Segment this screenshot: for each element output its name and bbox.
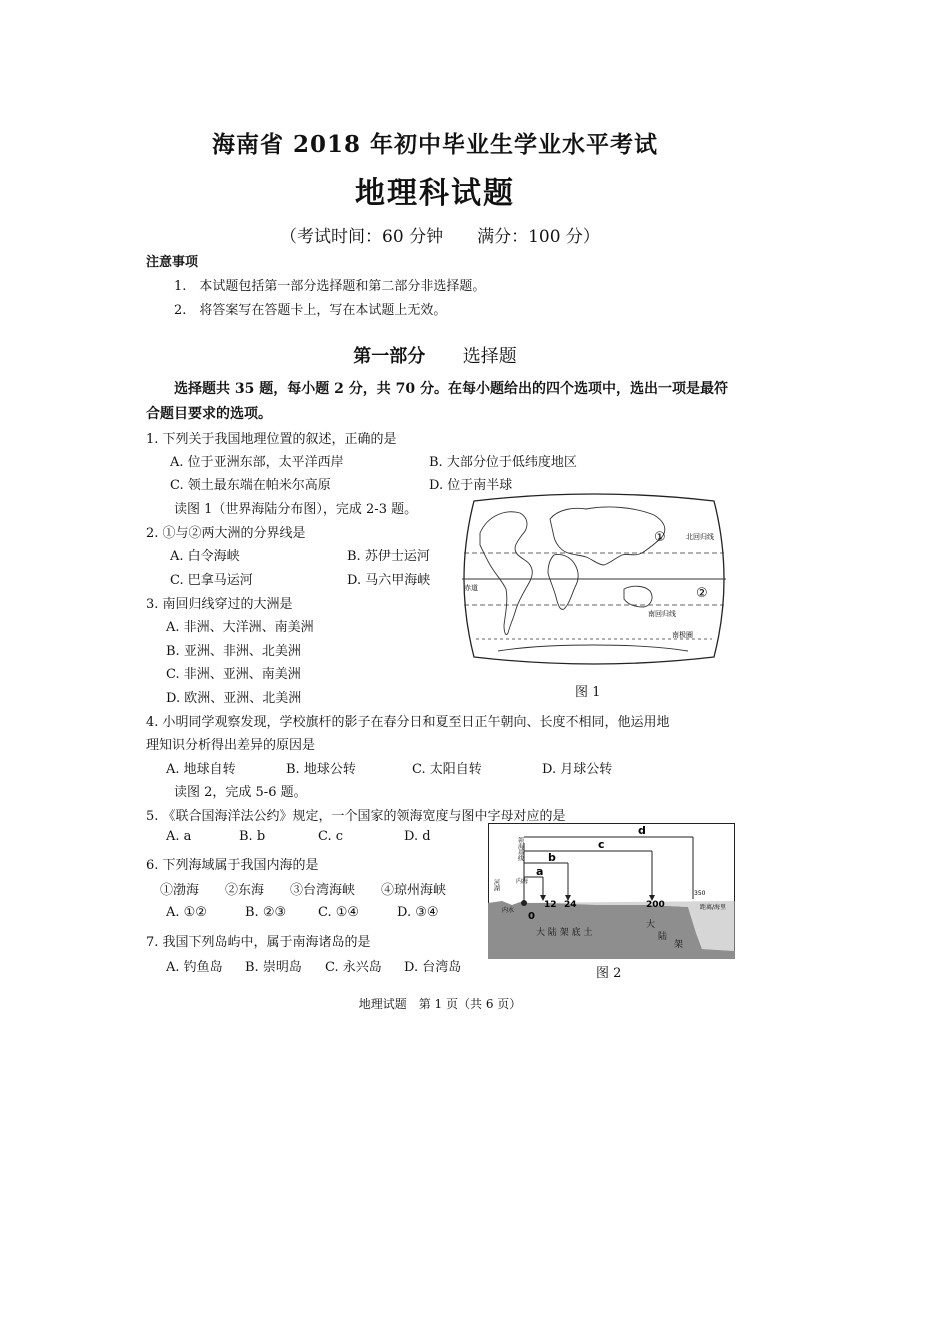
q7-stem: 7. 我国下列岛屿中，属于南海诸岛的是: [146, 935, 371, 950]
q1-option-c: C. 领土最东端在帕米尔高原: [170, 478, 331, 493]
q6-option-b: B. ②③: [245, 905, 287, 920]
label-b: b: [548, 851, 556, 864]
notice-item-2: 2. 将答案写在答题卡上，写在本试题上无效。: [174, 303, 447, 318]
q3-option-a: A. 非洲、大洋洲、南美洲: [166, 620, 314, 635]
exam-title: 海南省 2018 年初中毕业生学业水平考试: [211, 131, 659, 158]
inland-sea-label: 内海: [516, 878, 529, 885]
section-heading: [0, 342, 870, 368]
q7-option-c: C. 永兴岛: [325, 960, 382, 975]
fig2-caption: 图 2: [596, 966, 622, 981]
q3-option-c: C. 非洲、亚洲、南美洲: [166, 667, 301, 682]
page-footer: 地理试题 第 1 页（共 6 页）: [358, 997, 522, 1011]
q6-option-d: D. ③④: [397, 905, 439, 920]
sea-zones-figure: [488, 823, 735, 959]
q5-option-b: B. b: [239, 829, 266, 844]
distance-12: 12: [544, 900, 557, 910]
q4-option-d: D. 月球公转: [542, 762, 613, 777]
slope-char-2: 陆: [658, 932, 668, 942]
distance-0: 0: [528, 911, 535, 922]
continent-marker-1: ①: [654, 530, 666, 545]
intro-line-2: 合题目要求的选项。: [146, 406, 272, 422]
fig1-caption: 图 1: [575, 685, 601, 700]
section-name: 选择题: [462, 346, 517, 367]
q6-option-a: A. ①②: [166, 905, 207, 920]
q3-stem: 3. 南回归线穿过的大洲是: [146, 597, 293, 612]
label-c: c: [598, 838, 605, 851]
q1-stem: 1. 下列关于我国地理位置的叙述，正确的是: [146, 432, 397, 447]
q7-option-b: B. 崇明岛: [245, 960, 302, 975]
q4-option-a: A. 地球自转: [166, 762, 236, 777]
q2-option-c: C. 巴拿马运河: [170, 573, 253, 588]
q1-option-a: A. 位于亚洲东部，太平洋西岸: [170, 455, 344, 470]
q3-option-d: D. 欧洲、亚洲、北美洲: [166, 691, 302, 706]
q2-option-b: B. 苏伊士运河: [347, 549, 430, 564]
distance-24: 24: [564, 900, 577, 910]
distance-unit-label: 距离/海里: [700, 904, 727, 911]
slope-char-3: 架: [674, 940, 684, 950]
distance-350: 350: [694, 890, 706, 897]
q5-option-a: A. a: [166, 829, 192, 844]
q4-line-1: 4. 小明同学观察发现，学校旗杆的影子在春分日和夏至日正午朝向、长度不相同，他运用地: [146, 715, 670, 730]
read-fig2: 读图 2，完成 5-6 题。: [174, 785, 307, 800]
river-label: 河湖: [492, 879, 500, 891]
read-fig1: 读图 1（世界海陆分布图），完成 2-3 题。: [174, 502, 418, 517]
q3-option-b: B. 亚洲、非洲、北美洲: [166, 644, 301, 659]
q5-stem: 5. 《联合国海洋法公约》规定，一个国家的领海宽度与图中字母对应的是: [146, 809, 566, 824]
q5-option-d: D. d: [404, 829, 431, 844]
notice-heading: 注意事项: [146, 255, 199, 270]
intro-line-1: 选择题共 35 题，每小题 2 分，共 70 分。在每小题给出的四个选项中，选出一项是最符: [174, 381, 728, 397]
q2-option-d: D. 马六甲海峡: [347, 573, 431, 588]
shelf-label: 大 陆 架 底 土: [536, 928, 593, 938]
q7-option-a: A. 钓鱼岛: [166, 960, 223, 975]
equator-label: 赤道: [464, 584, 478, 592]
section-part: 第一部分: [353, 346, 426, 367]
notice-item-1: 1. 本试题包括第一部分选择题和第二部分非选择题。: [174, 279, 486, 294]
antarctic-circle-label: 南极圈: [672, 631, 693, 639]
inner-water-label: 内水: [502, 907, 515, 914]
q2-option-a: A. 白令海峡: [170, 549, 240, 564]
label-d: d: [638, 824, 646, 837]
distance-200: 200: [646, 900, 665, 910]
north-tropic-label: 北回归线: [686, 533, 714, 541]
q1-option-d: D. 位于南半球: [429, 478, 513, 493]
baseline-label: 领海基线: [516, 837, 524, 861]
south-tropic-label: 南回归线: [648, 610, 676, 618]
exam-subtitle: 地理科试题: [355, 176, 515, 211]
q4-line-2: 理知识分析得出差异的原因是: [146, 738, 316, 753]
exam-info: （考试时间：60 分钟 满分：100 分）: [280, 227, 600, 247]
continent-marker-2: ②: [696, 586, 708, 601]
slope-char-1: 大: [646, 920, 656, 930]
coast-point: [521, 900, 527, 906]
q4-option-b: B. 地球公转: [286, 762, 356, 777]
q6-option-c: C. ①④: [318, 905, 360, 920]
q1-option-b: B. 大部分位于低纬度地区: [429, 455, 577, 470]
q2-stem: 2. ①与②两大洲的分界线是: [146, 526, 306, 541]
q6-choices: ①渤海 ②东海 ③台湾海峡 ④琼州海峡: [160, 883, 447, 898]
label-a: a: [536, 865, 544, 878]
q4-option-c: C. 太阳自转: [412, 762, 482, 777]
q6-stem: 6. 下列海域属于我国内海的是: [146, 858, 319, 873]
world-map-figure: [458, 493, 730, 665]
q7-option-d: D. 台湾岛: [404, 960, 462, 975]
q5-option-c: C. c: [318, 829, 344, 844]
